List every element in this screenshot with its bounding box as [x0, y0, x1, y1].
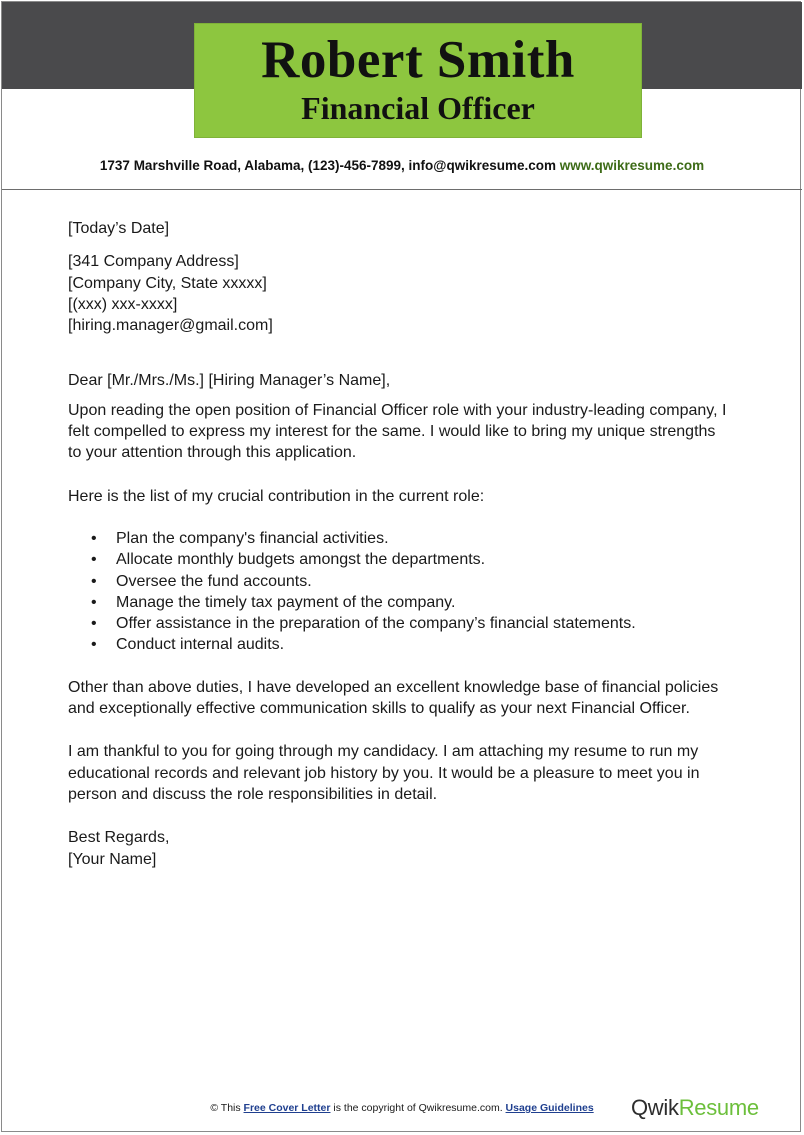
duties-list [68, 528, 748, 656]
paragraph-line: and exceptionally effective communication skills to qualify as your next Financial Officer. [68, 700, 690, 718]
footer-middle: is the copyright of Qwikresume.com. [330, 1102, 506, 1114]
paragraph-line: Other than above duties, I have developed an excellent knowledge base of financial policies [68, 678, 719, 696]
free-cover-letter-link[interactable]: Free Cover Letter [243, 1102, 331, 1114]
list-item [68, 549, 748, 570]
address-line: [hiring.manager@gmail.com] [68, 317, 273, 335]
list-item [68, 528, 748, 549]
sign-off [68, 827, 748, 870]
contact-line [0, 158, 804, 173]
intro-paragraph [68, 400, 748, 464]
duty-text: Allocate monthly budgets amongst the departments. [116, 551, 486, 569]
closing-paragraph [68, 741, 748, 805]
recipient-address [68, 251, 748, 336]
list-item [68, 634, 748, 655]
address-line: [Company City, State xxxxx] [68, 274, 267, 292]
paragraph-line: to your attention through this application. [68, 444, 357, 462]
paragraph-line: Upon reading the open position of Financial Officer role with your industry-leading company, I [68, 401, 727, 419]
duty-text: Plan the company's financial activities. [116, 529, 389, 547]
paragraph-line: person and discuss the role responsibilities in detail. [68, 785, 438, 803]
list-intro: Here is the list of my crucial contribution in the current role: [68, 487, 485, 505]
address-line: [(xxx) xxx-xxxx] [68, 295, 178, 313]
list-item [68, 592, 748, 613]
bullet-icon: • [91, 636, 97, 654]
header-divider [2, 189, 802, 190]
duties-summary-paragraph [68, 677, 748, 720]
duty-text: Oversee the fund accounts. [116, 572, 312, 590]
candidate-name: Robert Smith [261, 31, 575, 89]
letter-body [68, 218, 748, 870]
paragraph-line: educational records and relevant job history by you. It would be a pleasure to meet you in [68, 764, 700, 782]
logo-part-qwik: Qwik [631, 1095, 679, 1120]
list-item [68, 571, 748, 592]
closing-phrase: Best Regards, [68, 829, 170, 847]
signature-name: [Your Name] [68, 850, 157, 868]
letter-date: [Today’s Date] [68, 220, 170, 237]
footer-prefix: © This [210, 1102, 244, 1114]
bullet-icon: • [91, 593, 97, 611]
name-banner [194, 23, 642, 138]
paragraph-line: felt compelled to express my interest for the same. I would like to bring my unique strengths [68, 423, 716, 441]
bullet-icon: • [91, 615, 97, 633]
logo-part-resume: Resume [678, 1095, 759, 1120]
qwikresume-logo [631, 1094, 759, 1122]
bullet-icon: • [91, 551, 97, 569]
usage-guidelines-link[interactable]: Usage Guidelines [505, 1102, 594, 1114]
duty-text: Manage the timely tax payment of the company. [116, 593, 456, 611]
address-line: [341 Company Address] [68, 253, 239, 271]
website-link[interactable]: www.qwikresume.com [559, 158, 705, 173]
salutation: Dear [Mr./Mrs./Ms.] [Hiring Manager’s Name], [68, 372, 391, 390]
bullet-icon: • [91, 529, 97, 547]
contact-details: 1737 Marshville Road, Alabama, (123)-456-7899, info@qwikresume.com [99, 158, 557, 173]
bullet-icon: • [91, 572, 97, 590]
job-title: Financial Officer [301, 90, 535, 126]
list-item [68, 613, 748, 634]
paragraph-line: I am thankful to you for going through my candidacy. I am attaching my resume to run my [68, 743, 699, 761]
duty-text: Conduct internal audits. [116, 636, 285, 654]
duty-text: Offer assistance in the preparation of the company’s financial statements. [116, 615, 636, 633]
